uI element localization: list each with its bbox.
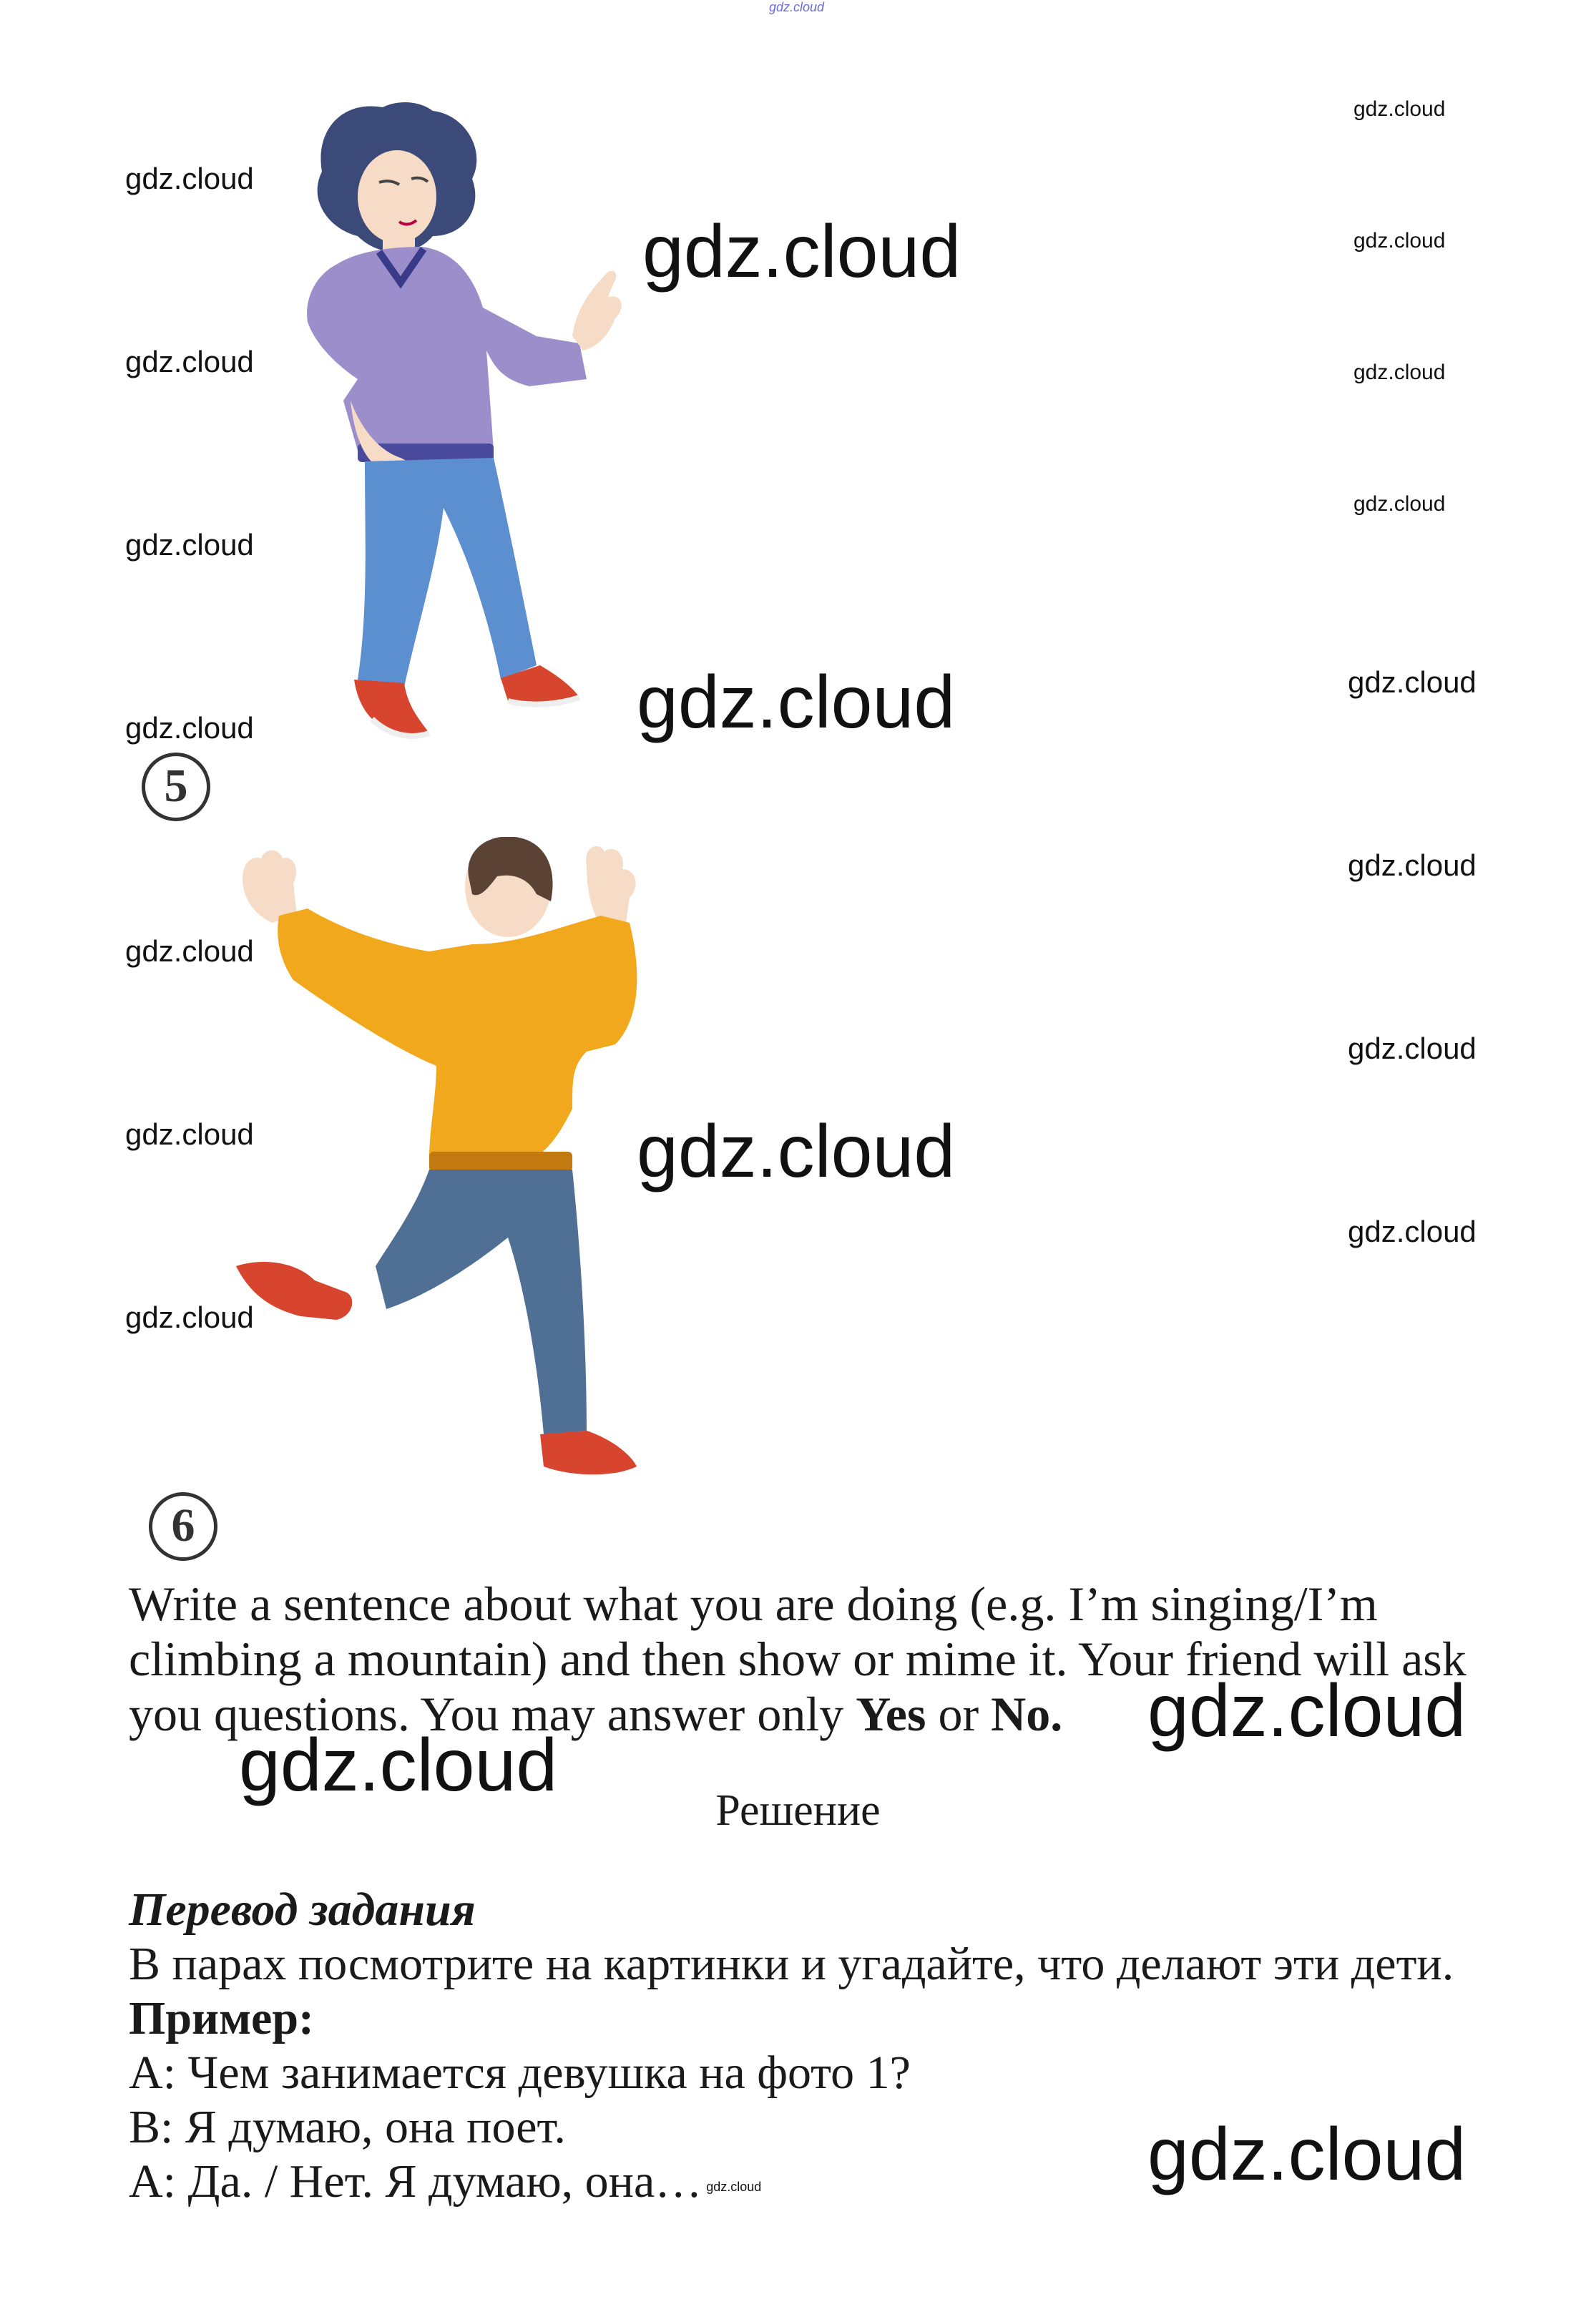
solution-label: Решение bbox=[715, 1786, 881, 1835]
watermark: gdz.cloud bbox=[1348, 1032, 1477, 1065]
watermark: gdz.cloud bbox=[1348, 848, 1477, 882]
watermark: gdz.cloud bbox=[1348, 665, 1477, 699]
no-word: No. bbox=[991, 1687, 1063, 1741]
example-line-3 bbox=[129, 2155, 762, 2209]
watermark-large: gdz.cloud bbox=[642, 210, 961, 293]
watermark-large: gdz.cloud bbox=[637, 661, 956, 744]
watermark: gdz.cloud bbox=[125, 711, 254, 745]
watermark: gdz.cloud bbox=[1353, 229, 1446, 253]
watermark-large: gdz.cloud bbox=[1147, 1670, 1467, 1753]
figure-number-5: 5 bbox=[142, 753, 210, 821]
watermark: gdz.cloud bbox=[125, 934, 254, 968]
task-text: Write a sentence about what you are doing (e.g. I’m singing/I’m climbing a mountain) and then show or mime it. Your friend will ask you questions. You may answer only bbox=[129, 1577, 1467, 1741]
watermark: gdz.cloud bbox=[125, 162, 254, 195]
example-line-3-text: А: Да. / Нет. Я думаю, она… bbox=[129, 2155, 702, 2208]
watermark: gdz.cloud bbox=[125, 1300, 254, 1334]
translation-heading: Перевод задания bbox=[129, 1883, 476, 1936]
example-line-1: А: Чем занимается девушка на фото 1? bbox=[129, 2047, 911, 2099]
illustration-girl-dancing bbox=[236, 93, 665, 780]
watermark-large: gdz.cloud bbox=[1147, 2113, 1467, 2196]
watermark: gdz.cloud bbox=[125, 345, 254, 378]
watermark: gdz.cloud bbox=[1348, 1215, 1477, 1248]
example-line-2: В: Я думаю, она поет. bbox=[129, 2101, 566, 2153]
watermark: gdz.cloud bbox=[125, 1117, 254, 1151]
watermark: gdz.cloud bbox=[125, 528, 254, 562]
top-watermark: gdz.cloud bbox=[769, 0, 825, 14]
or-word: or bbox=[926, 1687, 992, 1741]
watermark: gdz.cloud bbox=[1353, 97, 1446, 121]
example-label: Пример: bbox=[129, 1992, 315, 2044]
illustration-boy-climbing bbox=[215, 837, 715, 1545]
watermark: gdz.cloud bbox=[1353, 492, 1446, 516]
figure-number-6: 6 bbox=[149, 1492, 217, 1561]
watermark-large: gdz.cloud bbox=[239, 1724, 558, 1807]
watermark: gdz.cloud bbox=[1353, 361, 1446, 384]
watermark-large: gdz.cloud bbox=[637, 1110, 956, 1193]
yes-word: Yes bbox=[856, 1687, 926, 1741]
translation-instruction: В парах посмотрите на картинки и угадайте, что делают эти дети. bbox=[129, 1938, 1454, 1990]
watermark-tiny: gdz.cloud bbox=[706, 2180, 762, 2194]
